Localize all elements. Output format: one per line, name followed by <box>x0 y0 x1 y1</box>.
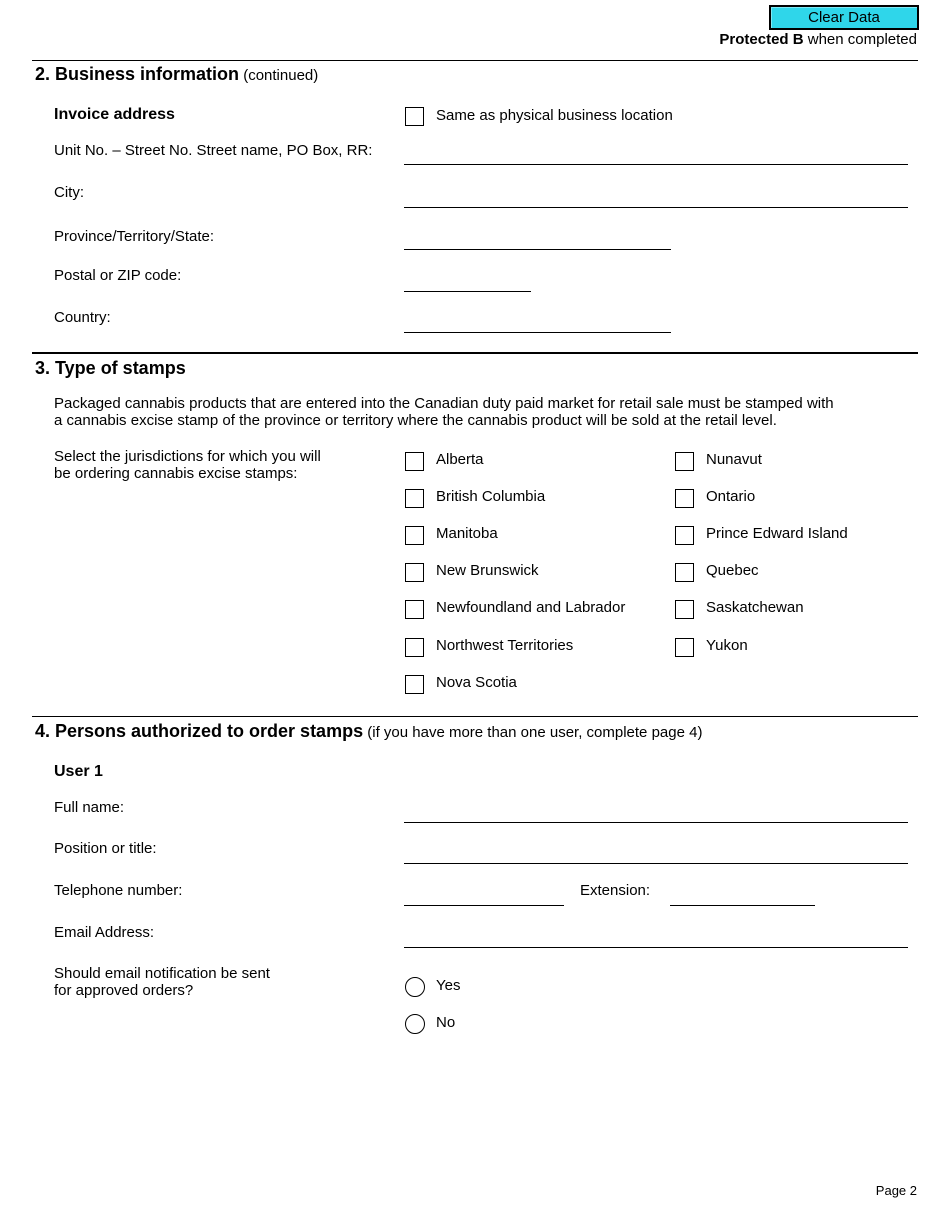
checkbox-newfoundland[interactable] <box>405 600 424 619</box>
full-name-input[interactable] <box>404 822 908 823</box>
extension-label: Extension: <box>580 882 651 899</box>
jurisdictions-prompt-line-1: Select the jurisdictions for which you will <box>54 448 321 465</box>
street-label: Unit No. – Street No. Street name, PO Box, RR: <box>54 142 373 159</box>
label-manitoba: Manitoba <box>436 525 498 542</box>
street-input[interactable] <box>404 164 908 165</box>
section-4-note: (if you have more than one user, complete page 4) <box>363 724 703 741</box>
section-4-title-text: 4. Persons authorized to order stamps <box>35 721 364 741</box>
checkbox-saskatchewan[interactable] <box>675 600 694 619</box>
full-name-label: Full name: <box>54 799 125 816</box>
label-saskatchewan: Saskatchewan <box>706 599 804 616</box>
province-input[interactable] <box>404 249 671 250</box>
email-notification-prompt <box>54 965 270 999</box>
label-nunavut: Nunavut <box>706 451 762 468</box>
label-quebec: Quebec <box>706 562 759 579</box>
same-as-physical-label: Same as physical business location <box>436 107 673 124</box>
section-3-title: 3. Type of stamps <box>35 358 186 378</box>
label-prince-edward-island: Prince Edward Island <box>706 525 848 542</box>
email-notification-prompt-line-1: Should email notification be sent <box>54 965 270 982</box>
label-northwest-territories: Northwest Territories <box>436 637 574 654</box>
checkbox-yukon[interactable] <box>675 638 694 657</box>
country-label: Country: <box>54 309 111 326</box>
city-label: City: <box>54 184 84 201</box>
label-notify-no: No <box>436 1014 456 1031</box>
country-input[interactable] <box>404 332 671 333</box>
label-new-brunswick: New Brunswick <box>436 562 539 579</box>
label-yukon: Yukon <box>706 637 748 654</box>
stamps-paragraph <box>54 395 884 429</box>
label-newfoundland: Newfoundland and Labrador <box>436 599 626 616</box>
checkbox-nunavut[interactable] <box>675 452 694 471</box>
label-british-columbia: British Columbia <box>436 488 546 505</box>
province-label: Province/Territory/State: <box>54 228 215 245</box>
checkbox-prince-edward-island[interactable] <box>675 526 694 545</box>
section-2-title <box>35 64 318 85</box>
section-divider <box>32 352 918 354</box>
jurisdictions-prompt-line-2: be ordering cannabis excise stamps: <box>54 465 298 482</box>
stamps-paragraph-line-1: Packaged cannabis products that are entered into the Canadian duty paid market for retail sale must be stamped with <box>54 395 834 412</box>
section-divider <box>32 716 918 717</box>
checkbox-northwest-territories[interactable] <box>405 638 424 657</box>
section-2-note: (continued) <box>239 67 319 84</box>
telephone-label: Telephone number: <box>54 882 183 899</box>
section-divider <box>32 60 918 61</box>
protected-b-label: Protected B <box>719 31 804 48</box>
radio-notify-no[interactable] <box>405 1014 425 1034</box>
checkbox-alberta[interactable] <box>405 452 424 471</box>
jurisdictions-prompt <box>54 448 321 482</box>
position-label: Position or title: <box>54 840 157 857</box>
city-input[interactable] <box>404 207 908 208</box>
page-number: Page 2 <box>875 1183 917 1198</box>
email-notification-prompt-line-2: for approved orders? <box>54 982 194 999</box>
position-input[interactable] <box>404 863 908 864</box>
invoice-address-heading: Invoice address <box>54 106 175 123</box>
radio-notify-yes[interactable] <box>405 977 425 997</box>
label-ontario: Ontario <box>706 488 756 505</box>
label-nova-scotia: Nova Scotia <box>436 674 517 691</box>
protected-b-suffix: when completed <box>803 31 917 48</box>
checkbox-manitoba[interactable] <box>405 526 424 545</box>
section-2-title-text: 2. Business information <box>35 64 240 84</box>
extension-input[interactable] <box>670 905 815 906</box>
label-notify-yes: Yes <box>436 977 461 994</box>
checkbox-british-columbia[interactable] <box>405 489 424 508</box>
stamps-paragraph-line-2: a cannabis excise stamp of the province or territory where the cannabis product will be sold at the retail level. <box>54 412 777 429</box>
same-as-physical-checkbox[interactable] <box>405 107 424 126</box>
section-4-title <box>35 721 702 742</box>
checkbox-new-brunswick[interactable] <box>405 563 424 582</box>
checkbox-nova-scotia[interactable] <box>405 675 424 694</box>
checkbox-ontario[interactable] <box>675 489 694 508</box>
user-1-heading: User 1 <box>54 763 103 780</box>
checkbox-quebec[interactable] <box>675 563 694 582</box>
postal-label: Postal or ZIP code: <box>54 267 182 284</box>
telephone-input[interactable] <box>404 905 564 906</box>
label-alberta: Alberta <box>436 451 484 468</box>
protected-b-notice <box>719 31 917 48</box>
email-input[interactable] <box>404 947 908 948</box>
postal-input[interactable] <box>404 291 531 292</box>
email-label: Email Address: <box>54 924 155 941</box>
clear-data-button[interactable]: Clear Data <box>769 5 919 30</box>
